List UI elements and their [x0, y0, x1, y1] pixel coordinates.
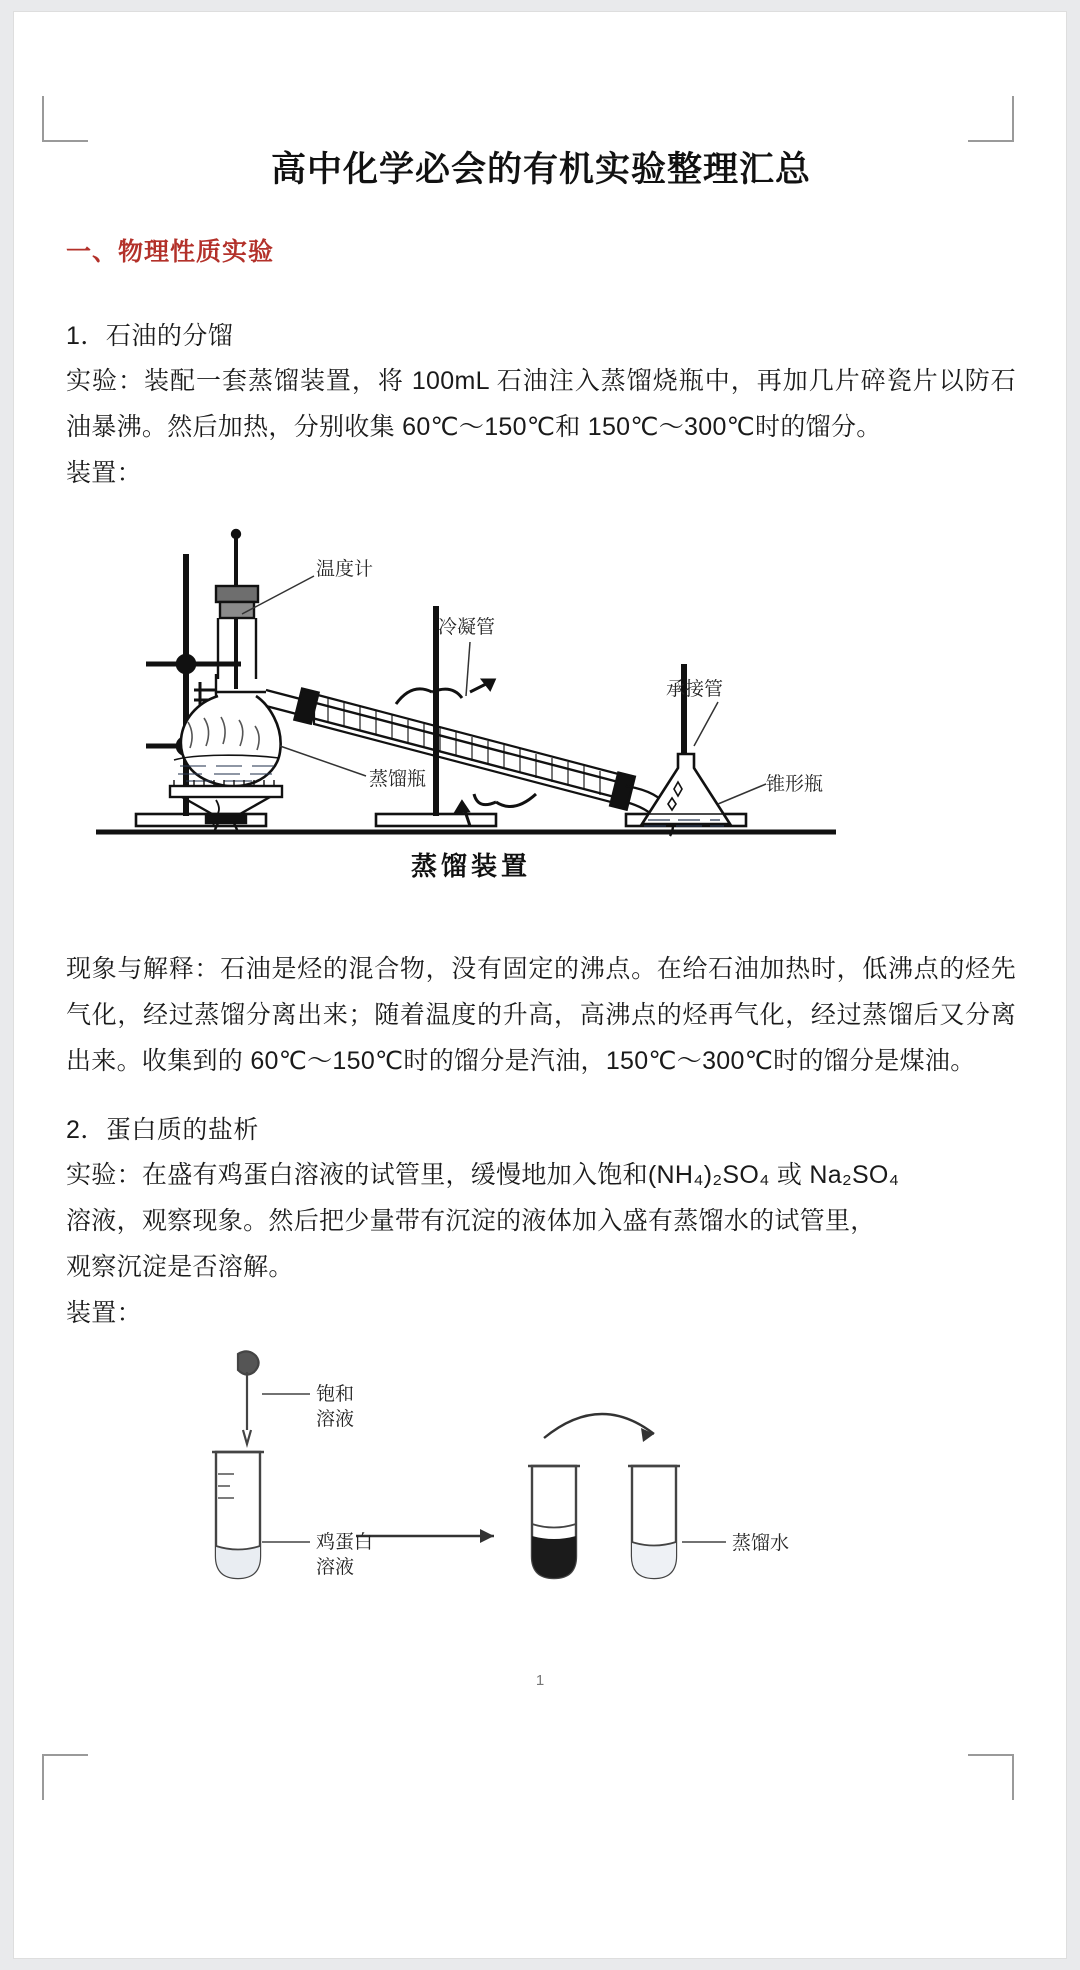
phenomenon-paragraph-1: 现象与解释：石油是烃的混合物，没有固定的沸点。在给石油加热时，低沸点的烃先气化，经过蒸馏分离出来；随着温度的升高，高沸点的烃再气化，经过蒸馏后又分离出来。收集到的 60℃～150℃时的馏分是汽油，150℃～300℃时的馏分是煤油。 [66, 955, 1016, 1075]
figure-caption-distillation: 蒸馏装置 [410, 852, 531, 882]
label-egg-white-line2: 溶液 [316, 1556, 355, 1578]
page-number: 1 [535, 1672, 545, 1689]
page-title: 高中化学必会的有机实验整理汇总 [270, 150, 811, 190]
apparatus-label-1: 装置： [66, 459, 142, 487]
subheading-petroleum-distillation: 1．石油的分馏 [66, 322, 234, 350]
label-condenser: 冷凝管 [438, 616, 496, 638]
label-saturated-solution [316, 1382, 354, 1432]
figure-distillation-apparatus [66, 514, 1016, 894]
label-distilling-flask: 蒸馏瓶 [369, 768, 427, 790]
subheading-protein-salting-out: 2．蛋白质的盐析 [66, 1116, 259, 1144]
test-tube-diagram-svg [66, 1346, 1016, 1606]
experiment-paragraph-1: 实验：装配一套蒸馏装置，将 100mL 石油注入蒸馏烧瓶中，再加几片碎瓷片以防石油暴沸。然后加热，分别收集 60℃～150℃和 150℃～300℃时的馏分。 [66, 367, 1016, 441]
label-conical-flask: 锥形瓶 [766, 773, 824, 795]
document-content [66, 142, 1016, 1606]
apparatus-label-2: 装置： [66, 1299, 142, 1327]
experiment-paragraph-2-line3: 观察沉淀是否溶解。 [66, 1253, 294, 1281]
label-distilled-water: 蒸馏水 [732, 1532, 790, 1554]
document-page [14, 12, 1066, 1958]
figure-protein-salting-out [66, 1346, 1016, 1606]
label-adapter-tube: 承接管 [666, 678, 724, 700]
section-heading-physical-properties: 一、物理性质实验 [66, 237, 275, 266]
label-thermometer: 温度计 [316, 558, 374, 580]
label-saturated-solution-line1: 铇和 [316, 1383, 355, 1405]
distillation-diagram-svg [66, 514, 1016, 894]
experiment-paragraph-2-line2: 溶液，观察现象。然后把少量带有沉淀的液体加入盛有蒸馏水的试管里， [66, 1207, 876, 1235]
label-egg-white-line1: 鸡蛋白 [316, 1531, 374, 1553]
label-saturated-solution-line2: 溶液 [316, 1408, 355, 1430]
experiment-paragraph-2-line1: 实验：在盛有鸡蛋白溶液的试管里，缓慢地加入饱和(NH₄)₂SO₄ 或 Na₂SO₄ [66, 1161, 900, 1189]
label-egg-white-solution [316, 1530, 373, 1580]
